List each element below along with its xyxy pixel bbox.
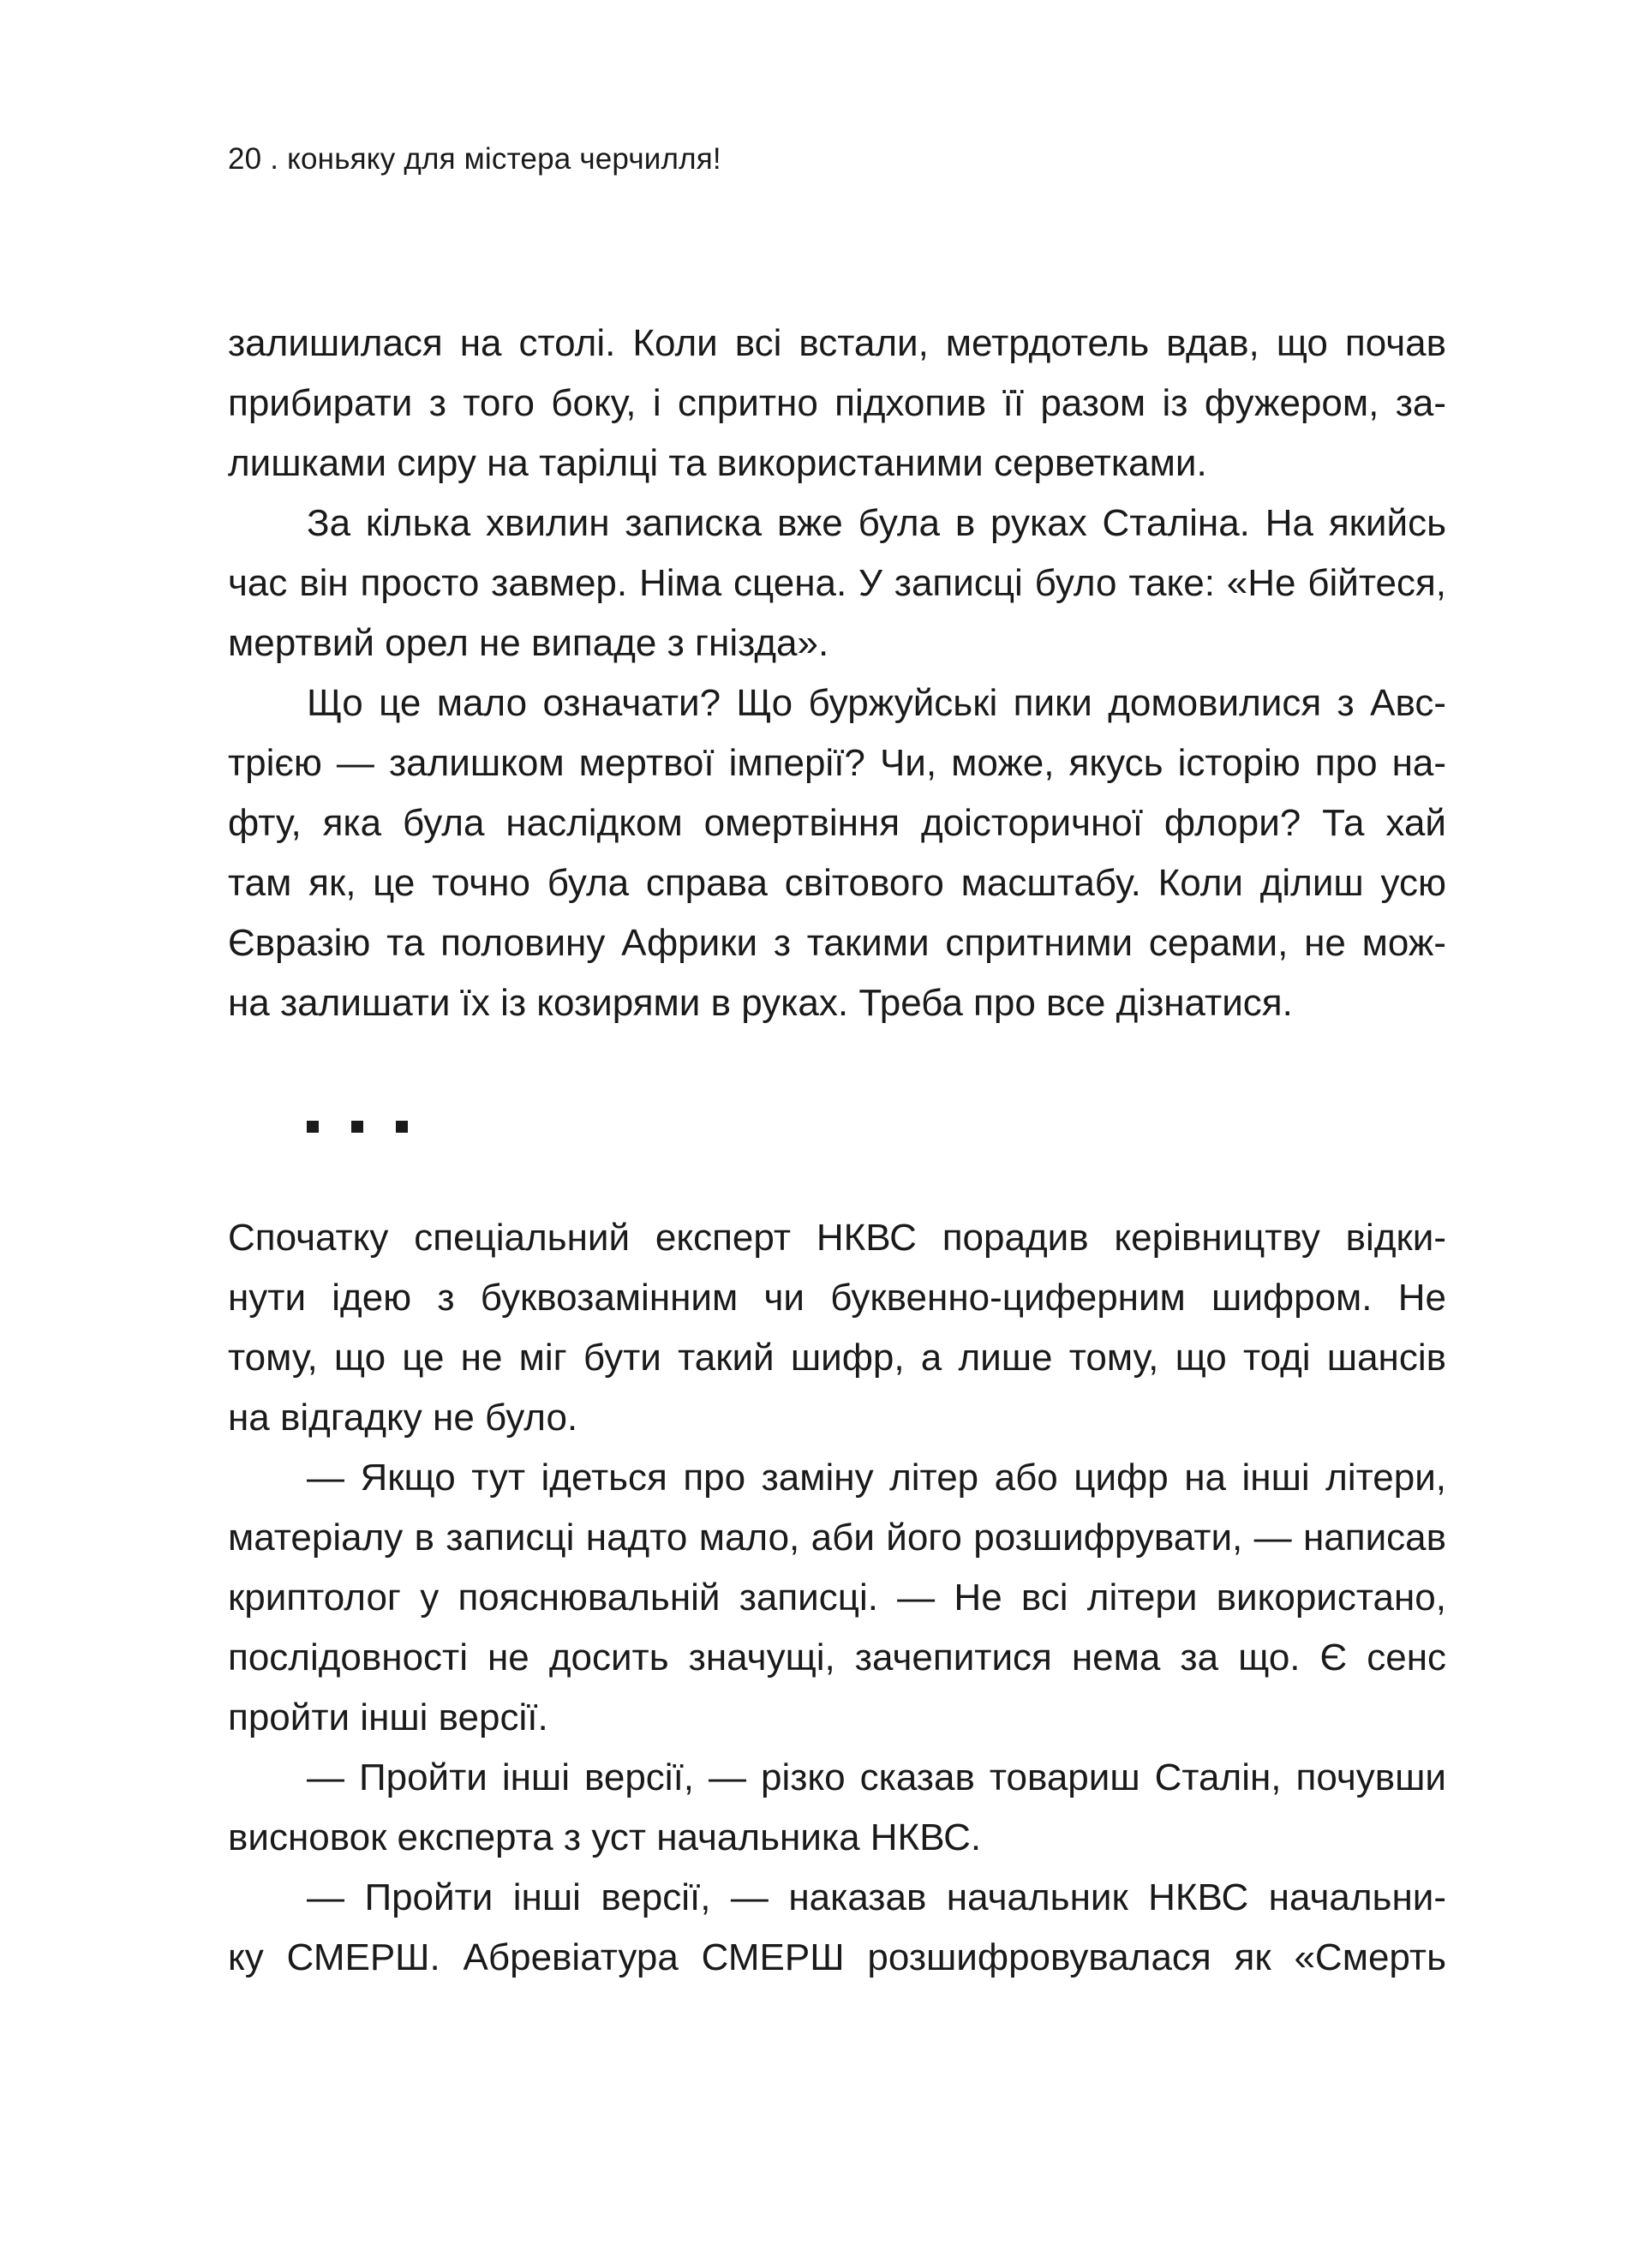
text-line: на залишати їх із козирями в руках. Треба про все дізнатися. bbox=[228, 982, 1293, 1024]
text-line: пройти інші версії. bbox=[228, 1697, 548, 1738]
three-square-dots-icon bbox=[307, 1121, 319, 1133]
text-line: мертвий орел не випаде з гнізда». bbox=[228, 622, 829, 664]
text-line: тому, що це не міг бути такий шифр, а лише тому, що тоді шансів bbox=[228, 1337, 1446, 1379]
text-line: нути ідею з буквозамінним чи буквенно-циферним шифром. Не bbox=[228, 1277, 1446, 1319]
separator-dot bbox=[396, 1121, 408, 1133]
text-line: — Пройти інші версії, — наказав начальник НКВС начальни- bbox=[307, 1876, 1446, 1918]
text-line: на відгадку не було. bbox=[228, 1397, 578, 1439]
text-line: Євразію та половину Африки з такими спритними серами, не мож- bbox=[228, 922, 1446, 964]
section-separator bbox=[307, 1121, 408, 1133]
text-line: послідовності не досить значущі, зачепитися нема за що. Є сенс bbox=[228, 1637, 1446, 1679]
text-line: висновок експерта з уст начальника НКВС. bbox=[228, 1816, 982, 1858]
text-line: — Якщо тут ідеться про заміну літер або цифр на інші літери, bbox=[307, 1457, 1446, 1499]
separator-dot bbox=[351, 1121, 363, 1133]
text-line: там як, це точно була справа світового масштабу. Коли ділиш усю bbox=[228, 862, 1446, 904]
text-line: матеріалу в записці надто мало, аби його розшифрувати, — написав bbox=[228, 1517, 1446, 1559]
text-line: лишками сиру на тарілці та використаними серветками. bbox=[228, 442, 1207, 484]
text-line: Спочатку спеціальний експерт НКВС порадив керівництву відки- bbox=[228, 1217, 1446, 1259]
text-line: час він просто завмер. Німа сцена. У записці було таке: «Не бійтеся, bbox=[228, 562, 1446, 604]
text-line: Що це мало означати? Що буржуйські пики домовилися з Авс- bbox=[307, 682, 1446, 724]
text-line: фту, яка була наслідком омертвіння доісторичної флори? Та хай bbox=[228, 802, 1446, 844]
text-line: За кілька хвилин записка вже була в руках Сталіна. На якийсь bbox=[307, 502, 1446, 544]
text-block-2 bbox=[228, 1208, 1446, 1988]
text-line: — Пройти інші версії, — різко сказав товариш Сталін, почувши bbox=[307, 1756, 1446, 1798]
text-line: ку СМЕРШ. Абревіатура СМЕРШ розшифровувалася як «Смерть bbox=[228, 1936, 1446, 1978]
text-line: криптолог у пояснювальній записці. — Не всі літери використано, bbox=[228, 1577, 1446, 1619]
running-head: 20 . коньяку для містера черчилля! bbox=[228, 142, 721, 176]
text-line: залишилася на столі. Коли всі встали, метрдотель вдав, що почав bbox=[228, 322, 1446, 364]
text-line: прибирати з того боку, і спритно підхопив її разом із фужером, за- bbox=[228, 382, 1446, 424]
text-block-1 bbox=[228, 314, 1446, 1033]
text-line: трією — залишком мертвої імперії? Чи, може, якусь історію про на- bbox=[228, 742, 1446, 784]
